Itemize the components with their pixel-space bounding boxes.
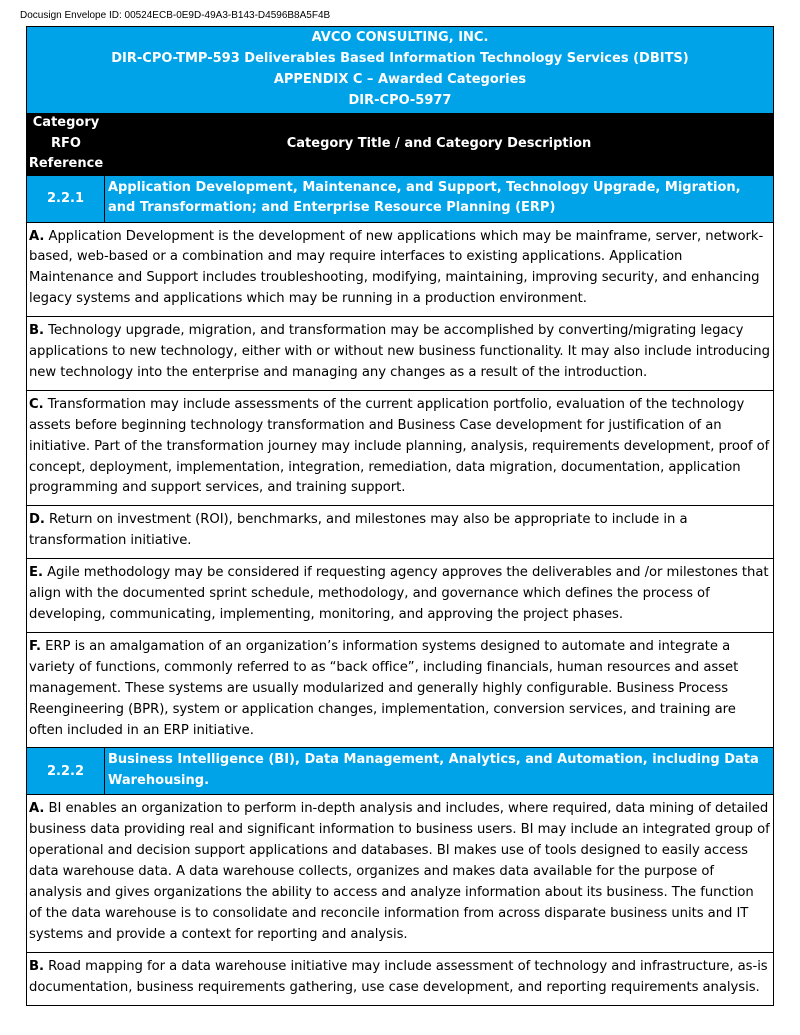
envelope-id: Docusign Envelope ID: 00524ECB-0E9D-49A3-B143-D4596B8A5F4B <box>20 10 331 21</box>
paragraph-text: Application Development is the development of new applications which may be mainframe, server, network-based, web-based or a combination and may require interfaces to existing applications. Application Maintenance and Support includes troubleshooting, modifying, maintaining, improving security, and enhancing legacy systems and applications which may be running in a production environment. <box>29 228 764 307</box>
ref-header-line: Category <box>32 115 100 130</box>
paragraph-letter: C. <box>29 396 44 412</box>
column-header-row <box>27 113 773 175</box>
contract-number: DIR-CPO-5977 <box>348 93 452 108</box>
paragraph-letter: D. <box>29 512 45 528</box>
ref-header-line: Reference <box>28 156 104 171</box>
category-title: Business Intelligence (BI), Data Management, Analytics, and Automation, including Data Warehousing. <box>108 752 759 788</box>
company-name: AVCO CONSULTING, INC. <box>311 30 489 45</box>
description-paragraph <box>27 558 773 632</box>
paragraph-text: Return on investment (ROI), benchmarks, and milestones may also be appropriate to include in a transformation initiative. <box>29 512 688 549</box>
description-paragraph <box>27 952 773 1005</box>
category-row <box>27 747 773 794</box>
paragraph-letter: A. <box>29 801 45 817</box>
ref-header-line: RFO <box>51 135 81 151</box>
description-paragraph <box>27 632 773 748</box>
description-paragraph <box>27 505 773 558</box>
description-paragraph <box>27 316 773 390</box>
awarded-categories-table <box>26 26 774 1006</box>
category-ref: 2.2.2 <box>27 748 105 794</box>
column-header-title: Category Title / and Category Description <box>286 136 592 152</box>
paragraph-letter: E. <box>29 565 43 581</box>
paragraph-letter: B. <box>29 958 44 974</box>
paragraph-text: BI enables an organization to perform in-depth analysis and includes, where required, data mining of detailed business data providing real and significant information to business users. BI may include an integrated group of operational and decision support applications and databases. BI makes use of tools designed to easily access data warehouse data. A data warehouse collects, organizes and makes data available for the purpose of analysis and gives organizations the ability to access and analyze information about its business. The function of the data warehouse is to consolidate and reconcile information from across disparate business units and IT systems and provide a context for reporting and analysis. <box>29 801 770 942</box>
paragraph-text: Transformation may include assessments of the current application portfolio, evaluation of the technology assets before beginning technology transformation and Business Case development for justification of an initiative. Part of the transformation journey may include planning, analysis, requirements development, proof of concept, deployment, implementation, integration, remediation, data migration, documentation, application programming and support services, and training support. <box>29 396 770 496</box>
paragraph-text: Road mapping for a data warehouse initiative may include assessment of technology and infrastructure, as-is documentation, business requirements gathering, use case development, and reporting requirements analysis. <box>29 958 768 995</box>
column-header-ref <box>27 113 105 175</box>
category-ref: 2.2.1 <box>27 176 105 222</box>
description-paragraph <box>27 390 773 506</box>
paragraph-letter: A. <box>29 228 45 244</box>
appendix-title: APPENDIX C – Awarded Categories <box>273 72 527 87</box>
description-paragraph <box>27 222 773 317</box>
contract-title: DIR-CPO-TMP-593 Deliverables Based Information Technology Services (DBITS) <box>111 51 689 66</box>
paragraph-text: Agile methodology may be considered if requesting agency approves the deliverables and /or milestones that align with the documented sprint schedule, methodology, and governance which defines the process of developing, communicating, implementing, monitoring, and approving the project phases. <box>29 565 769 622</box>
paragraph-text: ERP is an amalgamation of an organization’s information systems designed to automate and integrate a variety of functions, commonly referred to as “back office”, including financials, human resources and asset management. These systems are usually modularized and generally highly configurable. Business Process Reengineering (BPR), system or application changes, implementation, conversion services, and training are often included in an ERP initiative. <box>29 638 739 738</box>
document-header <box>27 27 773 113</box>
paragraph-letter: F. <box>29 638 41 654</box>
category-title: Application Development, Maintenance, and Support, Technology Upgrade, Migration, and Transformation; and Enterprise Resource Planning (ERP) <box>108 179 741 215</box>
paragraph-letter: B. <box>29 323 44 339</box>
category-row <box>27 175 773 222</box>
paragraph-text: Technology upgrade, migration, and transformation may be accomplished by converting/migrating legacy applications to new technology, either with or without new business functionality. It may also include introducing new technology into the enterprise and managing any changes as a result of the introduction. <box>29 323 770 380</box>
description-paragraph <box>27 794 773 951</box>
